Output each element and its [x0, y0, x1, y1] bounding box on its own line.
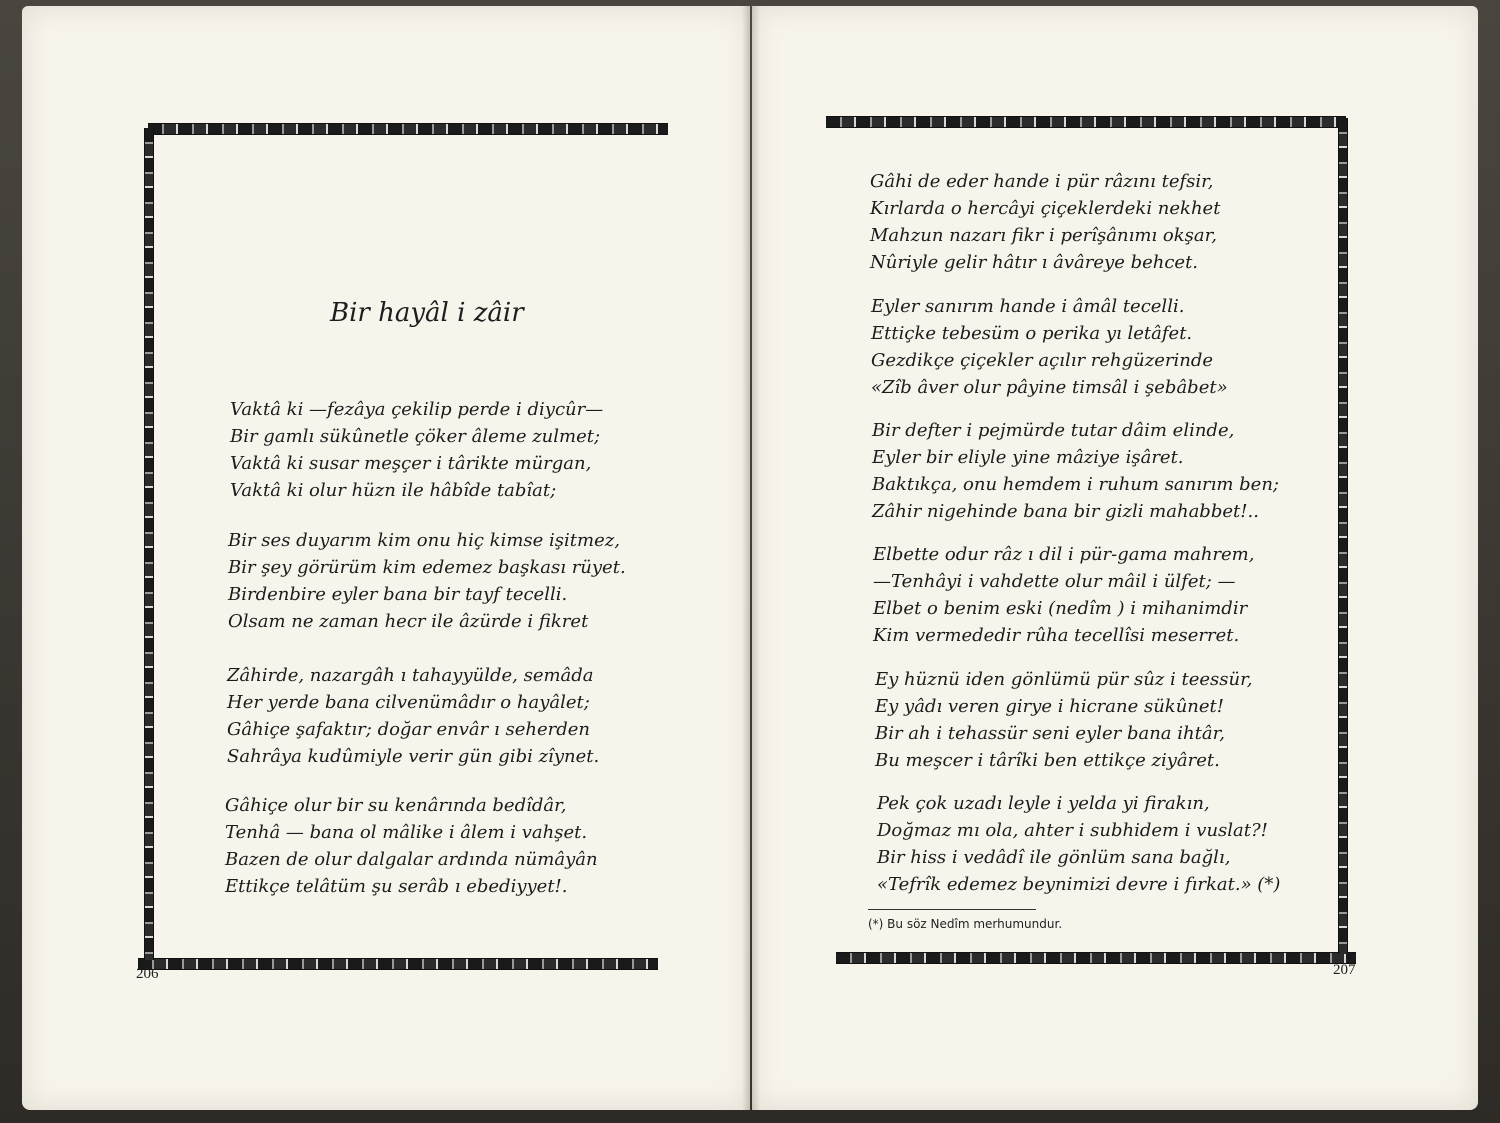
poem-line: «Zîb âver olur pâyine timsâl i şebâbet»: [871, 377, 1228, 398]
poem-line: Doğmaz mı ola, ahter i subhidem i vuslat?!: [877, 820, 1268, 841]
poem-line: Gâhi de eder hande i pür râzını tefsir,: [870, 171, 1214, 192]
poem-line: Zâhir nigehinde bana bir gizli mahabbet!..: [872, 501, 1259, 522]
left-stanza-1: [230, 396, 603, 504]
poem-line: Eyler sanırım hande i âmâl tecelli.: [871, 296, 1185, 317]
poem-line: «Tefrîk edemez beynimizi devre i fırkat.» (*): [877, 874, 1281, 895]
poem-title: Bir hayâl i zâir: [330, 298, 524, 328]
page-number-right: 207: [1333, 962, 1356, 978]
poem-line: Eyler bir eliyle yine mâziye işâret.: [872, 447, 1184, 468]
poem-line: Birdenbire eyler bana bir tayf tecelli.: [228, 584, 568, 605]
poem-line: Pek çok uzadı leyle i yelda yi firakın,: [877, 793, 1210, 814]
footnote-rule: [868, 909, 1036, 910]
poem-line: Bir hiss i vedâdî ile gönlüm sana bağlı,: [877, 847, 1231, 868]
right-stanza-2: [871, 293, 1228, 401]
right-stanza-6: [877, 790, 1280, 898]
poem-line: Olsam ne zaman hecr ile âzürde i fikret: [228, 611, 589, 632]
poem-line: Kırlarda o hercâyi çiçeklerdeki nekhet: [870, 198, 1221, 219]
right-stanza-3: [872, 417, 1279, 525]
right-stanza-4: [873, 541, 1254, 649]
left-stanza-3: [227, 662, 599, 770]
poem-line: Bazen de olur dalgalar ardında nümâyân: [225, 849, 598, 870]
poem-line: Bir ses duyarım kim onu hiç kimse işitmez,: [228, 530, 620, 551]
book-gutter: [742, 6, 760, 1110]
poem-line: Ey hüznü iden gönlümü pür sûz i teessür,: [875, 669, 1253, 690]
poem-line: Gâhiçe olur bir su kenârında bedîdâr,: [225, 795, 567, 816]
poem-line: Ey yâdı veren girye i hicrane sükûnet!: [875, 696, 1225, 717]
left-stanza-2: [228, 527, 626, 635]
footnote: (*) Bu söz Nedîm merhumundur.: [868, 917, 1063, 931]
right-stanza-5: [875, 666, 1252, 774]
page-number-left: 206: [136, 966, 159, 982]
poem-line: Gezdikçe çiçekler açılır rehgüzerinde: [871, 350, 1214, 371]
poem-line: Vaktâ ki susar meşçer i târikte mürgan,: [230, 453, 592, 474]
poem-line: Ettiçke tebesüm o perika yı letâfet.: [871, 323, 1193, 344]
poem-line: Bir şey görürüm kim edemez başkası rüyet.: [228, 557, 626, 578]
poem-line: Vaktâ ki —fezâya çekilip perde i diycûr—: [230, 399, 604, 420]
poem-line: Bir defter i pejmürde tutar dâim elinde,: [872, 420, 1235, 441]
poem-line: Elbette odur râz ı dil i pür-gama mahrem,: [873, 544, 1255, 565]
poem-line: Her yerde bana cilvenümâdır o hayâlet;: [227, 692, 590, 713]
poem-line: —Tenhâyi i vahdette olur mâil i ülfet; —: [873, 571, 1236, 592]
poem-line: Bir gamlı sükûnetle çöker âleme zulmet;: [230, 426, 601, 447]
left-stanza-4: [225, 792, 598, 900]
poem-line: Tenhâ — bana ol mâlike i âlem i vahşet.: [225, 822, 588, 843]
poem-line: Baktıkça, onu hemdem i ruhum sanırım ben;: [872, 474, 1279, 495]
poem-line: Zâhirde, nazargâh ı tahayyülde, semâda: [227, 665, 594, 686]
poem-line: Ettikçe telâtüm şu serâb ı ebediyyet!.: [225, 876, 568, 897]
poem-line: Bu meşcer i târîki ben ettikçe ziyâret.: [875, 750, 1220, 771]
poem-line: Gâhiçe şafaktır; doğar envâr ı seherden: [227, 719, 590, 740]
right-stanza-1: [870, 168, 1220, 276]
poem-line: Vaktâ ki olur hüzn ile hâbîde tabîat;: [230, 480, 557, 501]
poem-line: Kim vermededir rûha tecellîsi meserret.: [873, 625, 1240, 646]
poem-line: Mahzun nazarı fikr i perîşânımı okşar,: [870, 225, 1217, 246]
poem-line: Elbet o benim eski (nedîm ) i mihanimdir: [873, 598, 1248, 619]
poem-line: Bir ah i tehassür seni eyler bana ihtâr,: [875, 723, 1225, 744]
poem-line: Nûriyle gelir hâtır ı âvâreye behcet.: [870, 252, 1199, 273]
poem-line: Sahrâya kudûmiyle verir gün gibi zîynet.: [227, 746, 600, 767]
